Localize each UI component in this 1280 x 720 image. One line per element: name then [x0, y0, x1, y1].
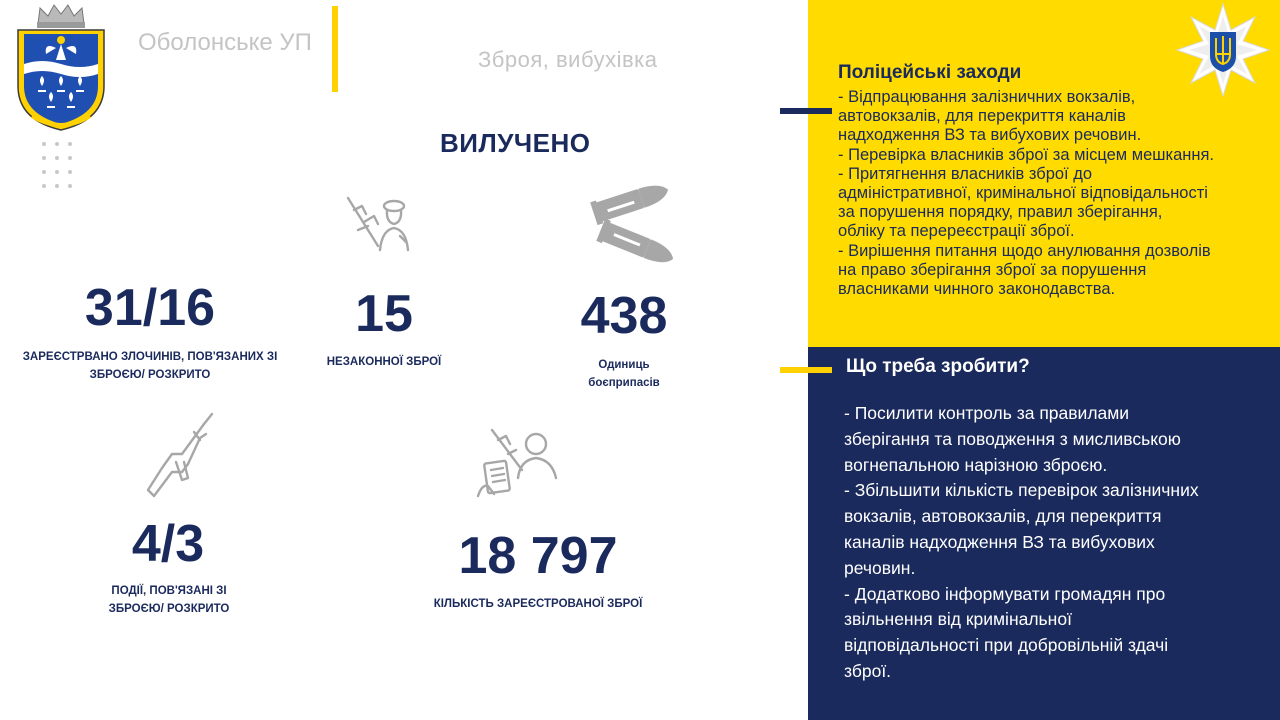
police-badge-icon — [1166, 0, 1280, 98]
todo-title: Що треба зробити? — [846, 356, 1030, 377]
todo-line: речовин. — [844, 557, 916, 578]
registered-weapons-value: 18 797 — [458, 527, 618, 585]
illegal-weapons-caption: НЕЗАКОННОЇ ЗБРОЇ — [326, 356, 442, 368]
slide-subject: Зброя, вибухівка — [478, 47, 658, 72]
events-caption — [84, 582, 254, 618]
todo-list — [844, 401, 1264, 685]
police-measures-line: на право зберігання зброї за порушення — [838, 260, 1147, 279]
police-measures-list — [838, 88, 1280, 299]
police-measures-line: - Перевірка власників зброї за місцем мешкання. — [838, 145, 1214, 164]
todo-line: звільнення від кримінальної — [844, 609, 1072, 630]
events-value: 4/3 — [131, 515, 205, 573]
ammo-caption — [564, 356, 684, 392]
police-measures-line: власниками чинного законодавства. — [838, 280, 1116, 299]
police-measures-line: - Відпрацювання залізничних вокзалів, — [838, 88, 1136, 106]
events-caption-line: ЗБРОЄЮ/ РОЗКРИТО — [108, 603, 230, 615]
todo-line: - Посилити контроль за правилами — [844, 403, 1130, 423]
person-with-document-icon — [470, 426, 562, 502]
police-measures-line: - Притягнення власників зброї до — [838, 164, 1093, 183]
soldier-with-rifle-icon — [344, 192, 416, 254]
police-measures-title: Поліцейські заходи — [838, 62, 1022, 83]
todo-line: - Додатково інформувати громадян про — [844, 583, 1166, 604]
ammo-caption-line: боєприпасів — [588, 377, 660, 389]
todo-line: вогнепальною нарізною зброєю. — [844, 454, 1108, 475]
decorative-dots-icon — [40, 140, 76, 190]
header-divider — [332, 6, 338, 92]
coat-of-arms-icon — [10, 2, 112, 132]
section-marker-navy — [780, 108, 832, 114]
crimes-value: 31/16 — [84, 279, 216, 337]
police-measures-line: автовокзалів, для перекриття каналів — [838, 107, 1126, 126]
todo-line: - Збільшити кількість перевірок залізничних — [844, 480, 1199, 501]
todo-line: каналів надходження ВЗ та вибухових — [844, 531, 1155, 552]
todo-line: відповідальності при добровільній здачі — [844, 635, 1169, 656]
police-measures-line: за порушення порядку, правил зберігання, — [838, 203, 1163, 222]
seized-title: ВИЛУЧЕНО — [440, 128, 591, 158]
events-caption-line: ПОДІЇ, ПОВ'ЯЗАНІ ЗІ — [111, 585, 227, 597]
ammunition-icon — [590, 180, 680, 268]
registered-weapons-caption: КІЛЬКІСТЬ ЗАРЕЄСТРОВАНОЇ ЗБРОЇ — [433, 598, 643, 610]
illegal-weapons-value: 15 — [355, 285, 413, 343]
ammo-value: 438 — [580, 287, 668, 345]
todo-line: вокзалів, автовокзалів, для перекриття — [844, 506, 1162, 527]
section-marker-yellow — [780, 367, 832, 373]
police-measures-line: обліку та перереєстрації зброї. — [838, 222, 1075, 241]
department-name: Оболонське УП — [138, 29, 312, 56]
todo-line: зберігання та поводження з мисливською — [844, 428, 1181, 449]
ammo-caption-line: Одиниць — [598, 359, 650, 371]
rifle-icon — [142, 410, 216, 500]
crimes-caption: ЗАРЕЄСТРВАНО ЗЛОЧИНІВ, ПОВ'ЯЗАНИХ ЗІ ЗБРОЄЮ/ РОЗКРИТО — [22, 351, 278, 381]
police-measures-line: надходження ВЗ та вибухових речовин. — [838, 126, 1142, 145]
police-measures-line: адміністративної, кримінальної відповідальності — [838, 184, 1208, 203]
todo-line: зброї. — [844, 660, 892, 681]
police-measures-line: - Вирішення питання щодо анулювання дозволів — [838, 241, 1211, 260]
